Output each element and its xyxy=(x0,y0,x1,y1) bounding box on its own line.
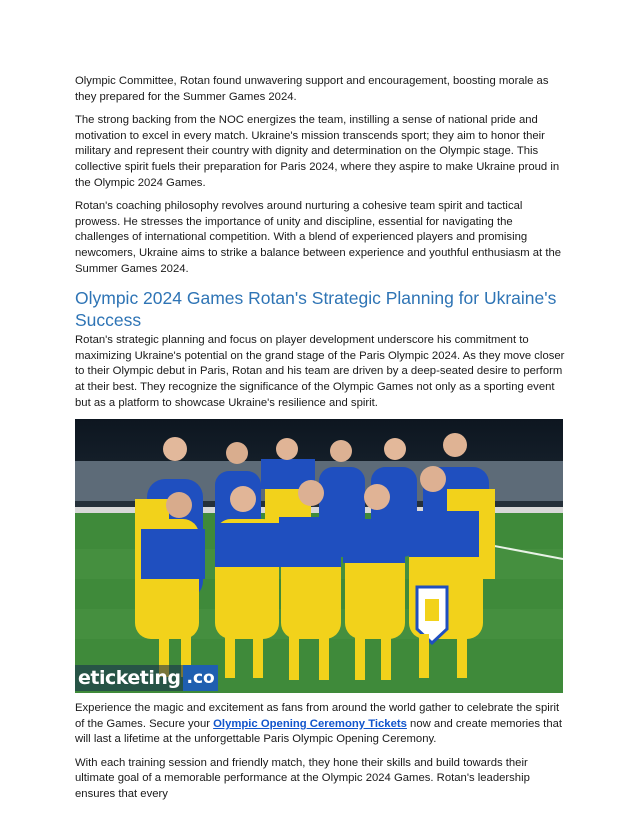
section-heading: Olympic 2024 Games Rotan's Strategic Planning for Ukraine's Success xyxy=(75,288,557,331)
paragraph-noc-support: Olympic Committee, Rotan found unwavering support and encouragement, boosting morale as they prepared for the Summer Games 2024. xyxy=(75,75,549,103)
paragraph-coaching-philosophy: Rotan's coaching philosophy revolves around nurturing a cohesive team spirit and tactical prowess. He stresses the importance of unity and discipline, essential for navigating the challenges of international competition. With a blend of experienced players and promising newcomers, Ukraine aims to strike a balance between experience and youthful enthusiasm at the Summer Games 2024. xyxy=(75,200,562,275)
document-content xyxy=(75,74,565,811)
team-photo-illustration xyxy=(75,419,563,693)
opening-ceremony-tickets-link[interactable]: Olympic Opening Ceremony Tickets xyxy=(213,717,407,730)
paragraph-training-sessions: With each training session and friendly match, they hone their skills and build towards their ultimate goal of a memorable performance at the Olympic 2024 Games. Rotan's leadership ensures that every xyxy=(75,756,530,801)
paragraph-text-before-link: Experience the magic and excitement as fans from around the world gather to celebrate the spirit of the Games. Secure your xyxy=(75,702,560,730)
team-photo xyxy=(75,419,563,693)
logo-suffix: .co xyxy=(183,665,217,691)
paragraph-noc-backing: The strong backing from the NOC energizes the team, instilling a sense of national pride and motivation to excel in every match. Ukraine's mission transcends sport; they aim to honor their military and represent their country with dignity and determination on the Olympic stage. This collective spirit fuels their preparation for Paris 2024, where they aspire to make Ukraine proud in the Olympic 2024 Games. xyxy=(75,114,560,189)
paragraph-strategic-planning: Rotan's strategic planning and focus on player development underscore his commitment to maximizing Ukraine's potential on the grand stage of the Paris Olympic 2024. As they move closer to their Olympic debut in Paris, Rotan and his team are driven by a deep-seated desire to perform at their best. They recognize the significance of the Olympic Games not only as a sporting event but as a platform to showcase Ukraine's resilience and spirit. xyxy=(75,334,565,409)
eticketing-logo xyxy=(75,665,218,691)
logo-text: eticketing xyxy=(75,665,183,691)
paragraph-text-after-link: now and create memories that will last a lifetime at the unforgettable Paris Olympic Opening Ceremony. xyxy=(75,717,563,746)
paragraph-opening-ceremony xyxy=(75,701,565,748)
